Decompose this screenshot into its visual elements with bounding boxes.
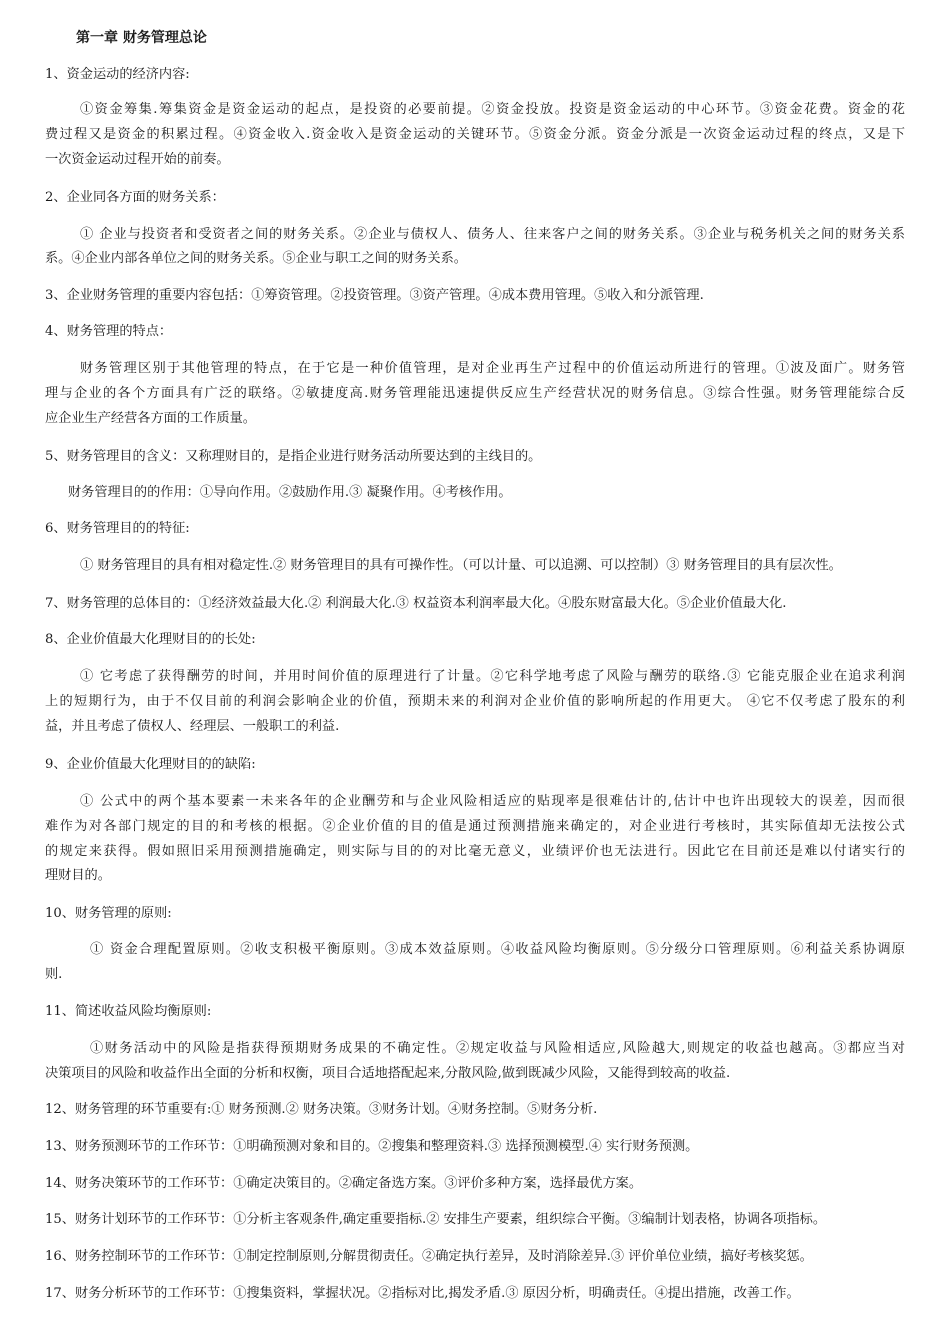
answer-4-line-2: 理与企业的各个方面具有广泛的联络。②敏捷度高.财务管理能迅速提供反应生产经营状况的财务信息。③综合性强。财务管理能综合反 xyxy=(45,386,905,401)
answer-10-line-1: ① 资金合理配置原则。②收支积极平衡原则。③成本效益原则。④收益风险均衡原则。⑤分级分口管理原则。⑥利益关系协调原 xyxy=(90,942,905,957)
answer-9-line-3: 的规定来获得。假如照旧采用预测措施确定，则实际与目的的对比毫无意义，业绩评价也无法进行。因此它在目前还是难以付诸实行的 xyxy=(45,844,905,859)
question-11-heading: 11、简述收益风险均衡原则: xyxy=(45,1004,212,1019)
question-3-text: 3、企业财务管理的重要内容包括：①筹资管理。②投资管理。③资产管理。④成本费用管理。⑤收入和分派管理. xyxy=(45,288,704,303)
answer-1-line-2: 费过程又是资金的积累过程。④资金收入.资金收入是资金运动的关键环节。⑤资金分派。资金分派是一次资金运动过程的终点，又是下 xyxy=(45,127,905,142)
question-4-heading: 4、财务管理的特点： xyxy=(45,324,173,339)
answer-2-line-1: ① 企业与投资者和受资者之间的财务关系。②企业与债权人、债务人、往来客户之间的财务关系。③企业与税务机关之间的财务关系 xyxy=(80,227,905,242)
answer-4-line-3: 应企业生产经营各方面的工作质量。 xyxy=(45,411,256,426)
question-2-heading: 2、企业同各方面的财务关系： xyxy=(45,190,225,205)
answer-8-line-2: 上的短期行为，由于不仅目前的利润会影响企业的价值，预期未来的利润对企业价值的影响所起的作用更大。 ④它不仅考虑了股东的利 xyxy=(45,694,905,709)
chapter-title: 第一章 财务管理总论 xyxy=(76,30,207,46)
question-1-heading: 1、资金运动的经济内容: xyxy=(45,67,190,82)
answer-11-line-2: 决策项目的风险和收益作出全面的分析和权衡，项目合适地搭配起来,分散风险,做到既减少风险，又能得到较高的收益. xyxy=(45,1066,731,1081)
answer-8-line-3: 益，并且考虑了债权人、经理层、一般职工的利益. xyxy=(45,719,340,734)
question-5-purpose: 财务管理目的的作用：①导向作用。②鼓励作用.③ 凝聚作用。④考核作用。 xyxy=(68,485,512,500)
question-9-heading: 9、企业价值最大化理财目的的缺陷: xyxy=(45,757,256,772)
question-17-text: 17、财务分析环节的工作环节：①搜集资料，掌握状况。②指标对比,揭发矛盾.③ 原因分析，明确责任。④提出措施，改善工作。 xyxy=(45,1286,800,1301)
answer-8-line-1: ① 它考虑了获得酬劳的时间，并用时间价值的原理进行了计量。②它科学地考虑了风险与酬劳的联络.③ 它能克服企业在追求利润 xyxy=(80,669,905,684)
question-6-heading: 6、财务管理目的的特征: xyxy=(45,521,190,536)
answer-11-line-1: ①财务活动中的风险是指获得预期财务成果的不确定性。②规定收益与风险相适应,风险越大,则规定的收益也越高。③都应当对 xyxy=(90,1041,905,1056)
question-7-text: 7、财务管理的总体目的：①经济效益最大化.② 利润最大化.③ 权益资本利润率最大化。④股东财富最大化。⑤企业价值最大化. xyxy=(45,596,787,611)
question-5-text: 5、财务管理目的含义：又称理财目的，是指企业进行财务活动所要达到的主线目的。 xyxy=(45,449,542,464)
question-8-heading: 8、企业价值最大化理财目的的长处: xyxy=(45,632,256,647)
question-12-text: 12、财务管理的环节重要有:① 财务预测.② 财务决策。③财务计划。④财务控制。⑤财务分析. xyxy=(45,1102,598,1117)
question-16-text: 16、财务控制环节的工作环节：①制定控制原则,分解贯彻责任。②确定执行差异，及时消除差异.③ 评价单位业绩，搞好考核奖惩。 xyxy=(45,1249,813,1264)
answer-1-line-1: ①资金筹集.筹集资金是资金运动的起点，是投资的必要前提。②资金投放。投资是资金运动的中心环节。③资金花费。资金的花 xyxy=(80,102,905,117)
question-10-heading: 10、财务管理的原则: xyxy=(45,906,172,921)
answer-4-line-1: 财务管理区别于其他管理的特点，在于它是一种价值管理，是对企业再生产过程中的价值运动所进行的管理。①波及面广。财务管 xyxy=(80,361,905,376)
question-13-text: 13、财务预测环节的工作环节：①明确预测对象和目的。②搜集和整理资料.③ 选择预测模型.④ 实行财务预测。 xyxy=(45,1139,699,1154)
question-14-text: 14、财务决策环节的工作环节：①确定决策目的。②确定备选方案。③评价多种方案，选择最优方案。 xyxy=(45,1176,643,1191)
answer-9-line-1: ① 公式中的两个基本要素一未来各年的企业酬劳和与企业风险相适应的贴现率是很难估计的,估计中也许出现较大的误差，因而很 xyxy=(80,794,905,809)
answer-2-line-2: 系。④企业内部各单位之间的财务关系。⑤企业与职工之间的财务关系。 xyxy=(45,251,467,266)
question-15-text: 15、财务计划环节的工作环节：①分析主客观条件,确定重要指标.② 安排生产要素，组织综合平衡。③编制计划表格，协调各项指标。 xyxy=(45,1212,827,1227)
answer-1-line-3: 一次资金运动过程开始的前奏。 xyxy=(45,152,230,167)
answer-9-line-2: 难作为对各部门规定的目的和考核的根据。②企业价值的目的值是通过预测措施来确定的，对企业进行考核时，其实际值却无法按公式 xyxy=(45,819,905,834)
answer-6-line-1: ① 财务管理目的具有相对稳定性.② 财务管理目的具有可操作性。（可以计量、可以追溯、可以控制）③ 财务管理目的具有层次性。 xyxy=(80,558,842,573)
answer-10-line-2: 则. xyxy=(45,967,63,982)
answer-9-line-4: 理财目的。 xyxy=(45,868,111,883)
